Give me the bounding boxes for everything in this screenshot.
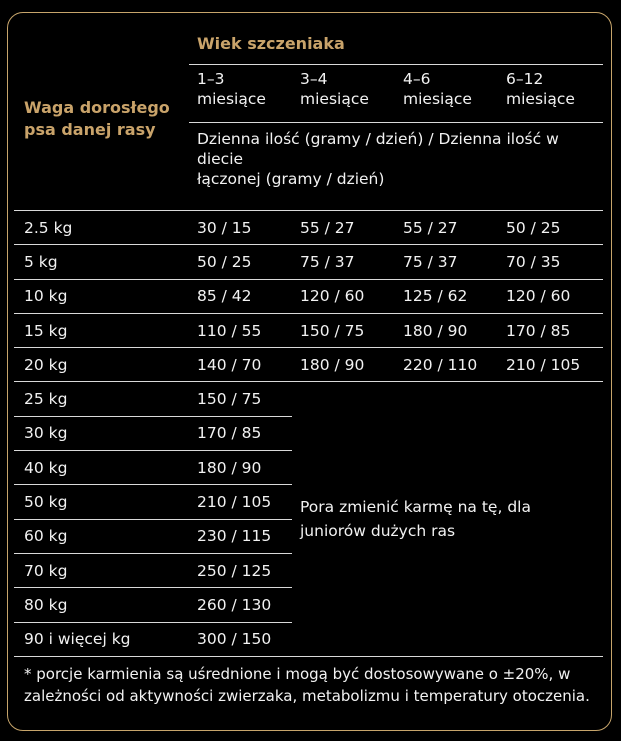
age-header-text: Wiek szczeniaka [197, 34, 345, 54]
switch-food-message [292, 382, 603, 656]
amount-cell: 170 / 85 [498, 313, 603, 347]
amount-cell: 50 / 25 [498, 211, 603, 245]
amount-cell: 170 / 85 [189, 416, 292, 450]
amount-cell: 120 / 60 [498, 279, 603, 313]
weight-cell: 90 i więcej kg [14, 622, 189, 656]
amount-cell: 300 / 150 [189, 622, 292, 656]
amount-cell: 75 / 37 [395, 245, 498, 279]
amount-cell: 150 / 75 [189, 382, 292, 416]
amount-cell: 250 / 125 [189, 553, 292, 587]
weight-cell: 50 kg [14, 485, 189, 519]
weight-cell: 2.5 kg [14, 211, 189, 245]
amount-cell: 210 / 105 [498, 348, 603, 382]
weight-cell: 20 kg [14, 348, 189, 382]
amount-cell: 260 / 130 [189, 588, 292, 622]
switch-food-message-line: Pora zmienić karmę na tę, dla [300, 498, 531, 517]
amount-cell: 210 / 105 [189, 485, 292, 519]
weight-column-header-text: Waga dorosłego psa danej rasy [24, 98, 170, 139]
weight-cell: 15 kg [14, 313, 189, 347]
amount-cell: 120 / 60 [292, 279, 395, 313]
weight-cell: 25 kg [14, 382, 189, 416]
weight-cell: 5 kg [14, 245, 189, 279]
table-row [14, 211, 603, 245]
table-row [14, 382, 603, 416]
amount-cell: 75 / 37 [292, 245, 395, 279]
amount-cell: 55 / 27 [395, 211, 498, 245]
month-range: 6–12 [506, 70, 544, 89]
amount-cell: 70 / 35 [498, 245, 603, 279]
amount-description-line: łączonej (gramy / dzień) [197, 170, 385, 189]
amount-description-line: diecie [197, 150, 244, 169]
amount-cell: 180 / 90 [189, 451, 292, 485]
feeding-table-container [14, 24, 603, 707]
month-unit: miesiące [403, 90, 472, 109]
weight-cell: 10 kg [14, 279, 189, 313]
table-row [14, 279, 603, 313]
month-header [292, 65, 395, 123]
weight-cell: 70 kg [14, 553, 189, 587]
amount-cell: 220 / 110 [395, 348, 498, 382]
amount-cell: 50 / 25 [189, 245, 292, 279]
amount-cell: 55 / 27 [292, 211, 395, 245]
amount-cell: 150 / 75 [292, 313, 395, 347]
table-row [14, 348, 603, 382]
weight-cell: 40 kg [14, 451, 189, 485]
weight-cell: 80 kg [14, 588, 189, 622]
month-header [395, 65, 498, 123]
month-range: 3–4 [300, 70, 328, 89]
feeding-table [14, 24, 603, 707]
amount-cell: 30 / 15 [189, 211, 292, 245]
amount-cell: 230 / 115 [189, 519, 292, 553]
month-unit: miesiące [197, 90, 266, 109]
age-header-row [14, 24, 603, 65]
month-unit: miesiące [300, 90, 369, 109]
amount-description [189, 123, 603, 211]
age-header [189, 24, 603, 65]
amount-cell: 125 / 62 [395, 279, 498, 313]
amount-cell: 110 / 55 [189, 313, 292, 347]
footnote: * porcje karmienia są uśrednione i mogą być dostosowywane o ±20%, w zależności od aktywności zwierzaka, metabolizmu i temperatury otoczenia. [24, 664, 590, 705]
amount-cell: 180 / 90 [292, 348, 395, 382]
month-range: 4–6 [403, 70, 431, 89]
weight-column-header [14, 24, 189, 211]
table-row [14, 245, 603, 279]
month-range: 1–3 [197, 70, 225, 89]
table-row [14, 313, 603, 347]
amount-cell: 180 / 90 [395, 313, 498, 347]
weight-cell: 30 kg [14, 416, 189, 450]
month-header [189, 65, 292, 123]
month-header [498, 65, 603, 123]
switch-food-message-line: juniorów dużych ras [300, 522, 456, 541]
weight-cell: 60 kg [14, 519, 189, 553]
amount-description-line: Dzienna ilość (gramy / dzień) / Dzienna ilość w [197, 130, 559, 149]
amount-cell: 85 / 42 [189, 279, 292, 313]
footnote-row [14, 656, 603, 707]
amount-cell: 140 / 70 [189, 348, 292, 382]
month-unit: miesiące [506, 90, 575, 109]
